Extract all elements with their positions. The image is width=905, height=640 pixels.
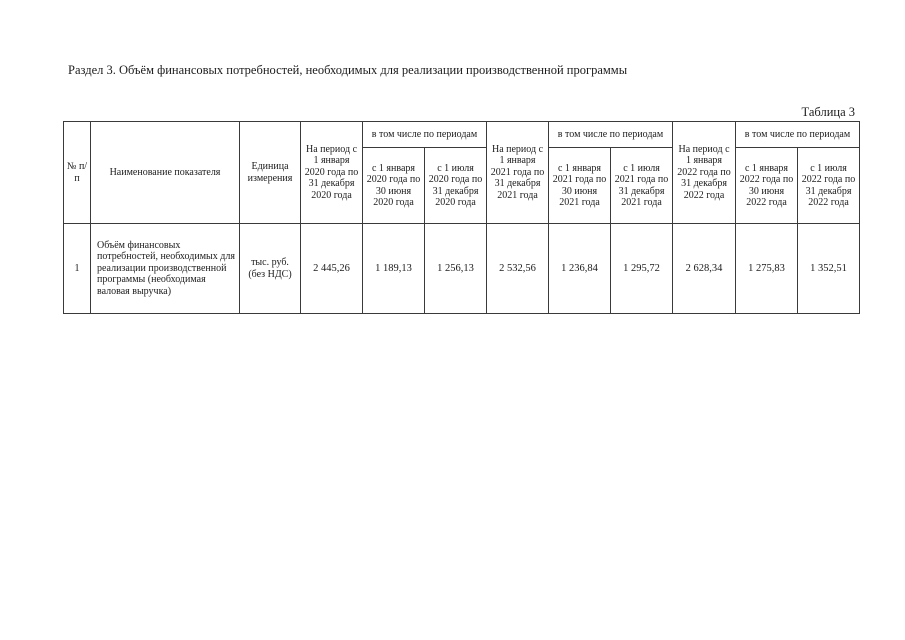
- financial-needs-table: [63, 121, 860, 314]
- header-2020-h2: с 1 июля 2020 года по 31 декабря 2020 года: [425, 148, 487, 224]
- header-num: № п/п: [64, 122, 91, 224]
- header-row-top: [64, 122, 860, 148]
- header-period-2022: На период с 1 января 2022 года по 31 декабря 2022 года: [673, 122, 736, 224]
- value-2022-h2: 1 352,51: [798, 224, 860, 314]
- header-2022-h2: с 1 июля 2022 года по 31 декабря 2022 года: [798, 148, 860, 224]
- value-2022-h1: 1 275,83: [736, 224, 798, 314]
- value-2021-total: 2 532,56: [487, 224, 549, 314]
- value-2021-h1: 1 236,84: [549, 224, 611, 314]
- header-incl-2021: в том числе по периодам: [549, 122, 673, 148]
- value-2020-h1: 1 189,13: [363, 224, 425, 314]
- table-label: Таблица 3: [801, 105, 855, 119]
- header-2021-h1: с 1 января 2021 года по 30 июня 2021 года: [549, 148, 611, 224]
- value-2022-total: 2 628,34: [673, 224, 736, 314]
- header-unit: Единица измерения: [240, 122, 301, 224]
- header-2022-h1: с 1 января 2022 года по 30 июня 2022 года: [736, 148, 798, 224]
- value-2020-total: 2 445,26: [301, 224, 363, 314]
- row-num: 1: [64, 224, 91, 314]
- section-heading: Раздел 3. Объём финансовых потребностей, необходимых для реализации производственной программы: [68, 63, 628, 77]
- header-period-2020: На период с 1 января 2020 года по 31 декабря 2020 года: [301, 122, 363, 224]
- header-2020-h1: с 1 января 2020 года по 30 июня 2020 года: [363, 148, 425, 224]
- header-2021-h2: с 1 июля 2021 года по 31 декабря 2021 года: [611, 148, 673, 224]
- table-row: [64, 224, 860, 314]
- value-2020-h2: 1 256,13: [425, 224, 487, 314]
- value-2021-h2: 1 295,72: [611, 224, 673, 314]
- header-incl-2022: в том числе по периодам: [736, 122, 860, 148]
- header-indicator: Наименование показателя: [91, 122, 240, 224]
- header-incl-2020: в том числе по периодам: [363, 122, 487, 148]
- header-period-2021: На период с 1 января 2021 года по 31 декабря 2021 года: [487, 122, 549, 224]
- row-indicator: Объём финансовых потребностей, необходимых для реализации производственной программы (необходимая валовая выручка): [91, 224, 240, 314]
- row-unit: тыс. руб. (без НДС): [240, 224, 301, 314]
